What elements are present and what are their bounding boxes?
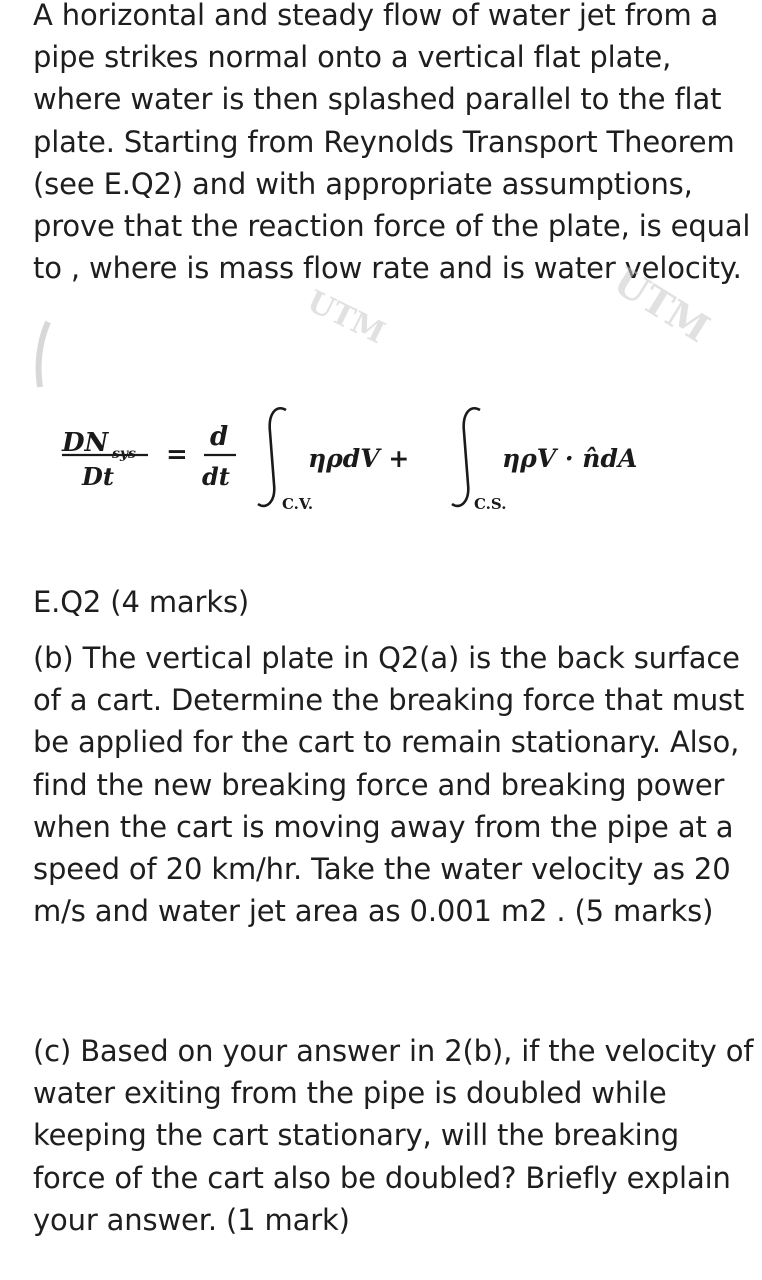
integral-sign-cv <box>258 408 286 506</box>
integral-sign-cs <box>452 408 480 506</box>
equation-label: E.Q2 (4 marks) <box>33 585 250 619</box>
derivative-denominator: dt <box>202 462 230 491</box>
derivative-numerator: d <box>210 422 229 452</box>
question-part-b: (b) The vertical plate in Q2(a) is the back surface of a cart. Determine the breaking force that must be applied for the cart to remain stationary. Also, find the new breaking force and breaking power when the cart is moving away from the pipe at a speed of 20 km/hr. Take the water velocity as 20 m/s and water jet area as 0.001 m2 . (5 marks) <box>33 641 745 929</box>
lhs-numerator: DN <box>62 428 109 458</box>
equation-drawing <box>30 292 730 537</box>
equals-sign: = <box>166 440 188 470</box>
watermark-logo: UTM <box>301 283 391 352</box>
surface-integrand: ηρV · n̂dA <box>502 444 638 473</box>
volume-integrand: ηρdV + <box>308 444 410 473</box>
control-volume-subscript: C.V. <box>282 495 314 513</box>
question-intro-text: A horizontal and steady flow of water jet from a pipe strikes normal onto a vertical flat plate, where water is then splashed parallel to the flat plate. Starting from Reynolds Transport Theorem (see E.Q2) and with appropriate assumptions, prove that the reaction force of the plate, is equal to , where is mass flow rate and is water velocity. <box>33 0 751 286</box>
watermark-logo: UTM <box>605 257 718 352</box>
reynolds-transport-equation <box>30 257 730 537</box>
question-part-c: (c) Based on your answer in 2(b), if the velocity of water exiting from the pipe is doubled while keeping the cart stationary, will the breaking force of the cart also be doubled? Briefly explain your answer. (1 mark) <box>33 1034 754 1237</box>
control-surface-subscript: C.S. <box>474 495 507 513</box>
lhs-denominator: Dt <box>82 462 114 491</box>
lhs-subscript: sys <box>112 446 136 462</box>
